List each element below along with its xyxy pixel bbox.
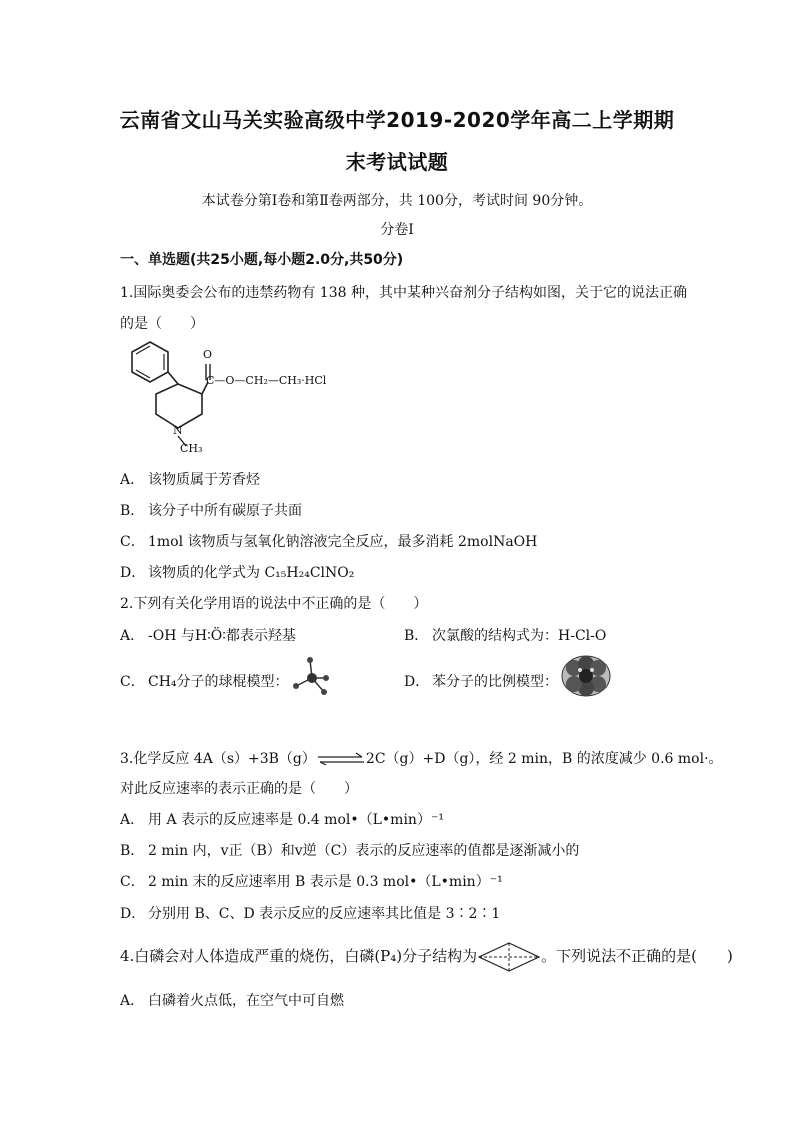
tetrahedron-icon [477,942,541,972]
q2-option-b: B． 次氯酸的结构式为：H-Cl-O [404,628,607,644]
methane-ball-stick-model [290,656,332,698]
ester-chain-label: C—O—CH₂—CH₃·HCl [206,374,327,387]
q1-stem-line2: 的是（ ） [120,316,204,332]
p4-tetrahedron-structure [477,942,541,972]
q2-option-d: D． 苯分子的比例模型： [404,674,558,690]
methyl-label: CH₃ [180,442,203,455]
q3-option-a: A． 用 A 表示的反应速率是 0.4 mol•（L•min）⁻¹ [120,812,444,828]
q4-stem: 4.白磷会对人体造成严重的烧伤，白磷(P₄)分子结构为 。下列说法不正确的是( ) [120,942,733,972]
exam-title-line2: 末考试试题 [345,150,449,174]
q3-option-b: B． 2 min 内，v正（B）和v逆（C）表示的反应速率的值都是逐渐减小的 [120,843,580,859]
q1-stem-line1: 1.国际奥委会公布的违禁药物有 138 种，其中某种兴奋剂分子结构如图，关于它的说法正确 [120,285,687,301]
part-label: 分卷I [380,222,414,238]
exam-title-line1: 云南省文山马关实验高级中学2019-2020学年高二上学期期 [119,108,675,132]
nitrogen-label: N [173,424,183,437]
q4-option-a: A． 白磷着火点低，在空气中可自燃 [120,993,344,1009]
carbonyl-oxygen-label: O [203,348,213,361]
q1-option-d: D． 该物质的化学式为 C₁₅H₂₄ClNO₂ [120,565,355,581]
q2-option-c: C． CH₄分子的球棍模型： [120,674,289,690]
exam-intro: 本试卷分第Ⅰ卷和第Ⅱ卷两部分，共 100分，考试时间 90分钟。 [201,193,593,209]
q3-option-d: D． 分别用 B、C、D 表示反应的反应速率其比值是 3∶2∶1 [120,906,501,922]
q1-option-b: B． 该分子中所有碳原子共面 [120,503,302,519]
q1-molecule-structure [120,340,380,460]
molecule-drawing [120,340,380,460]
q1-option-c: C． 1mol 该物质与氢氧化钠溶液完全反应，最多消耗 2molNaOH [120,534,538,550]
equilibrium-arrow-icon [316,752,366,766]
benzene-space-filling-model [560,654,612,698]
q3-option-c: C． 2 min 末的反应速率用 B 表示是 0.3 mol•（L•min）⁻¹ [120,874,503,890]
piperidine-ring-shape [156,384,202,428]
section-heading: 一、单选题(共25小题,每小题2.0分,共50分) [120,252,404,268]
q3-stem-line2: 对此反应速率的表示正确的是（ ） [120,781,358,797]
q1-option-a: A． 该物质属于芳香烃 [120,472,260,488]
benzene-ring-shape [132,342,168,382]
q3-stem-line1: 3.化学反应 4A（s）+3B（g） 2C（g）+D（g），经 2 min，B 的浓度减少 0.6 mol·。 [120,751,723,767]
q2-option-a: A． -OH 与H∶Ö∶都表示羟基 [120,628,296,644]
q2-stem: 2.下列有关化学用语的说法中不正确的是（ ） [120,596,428,612]
